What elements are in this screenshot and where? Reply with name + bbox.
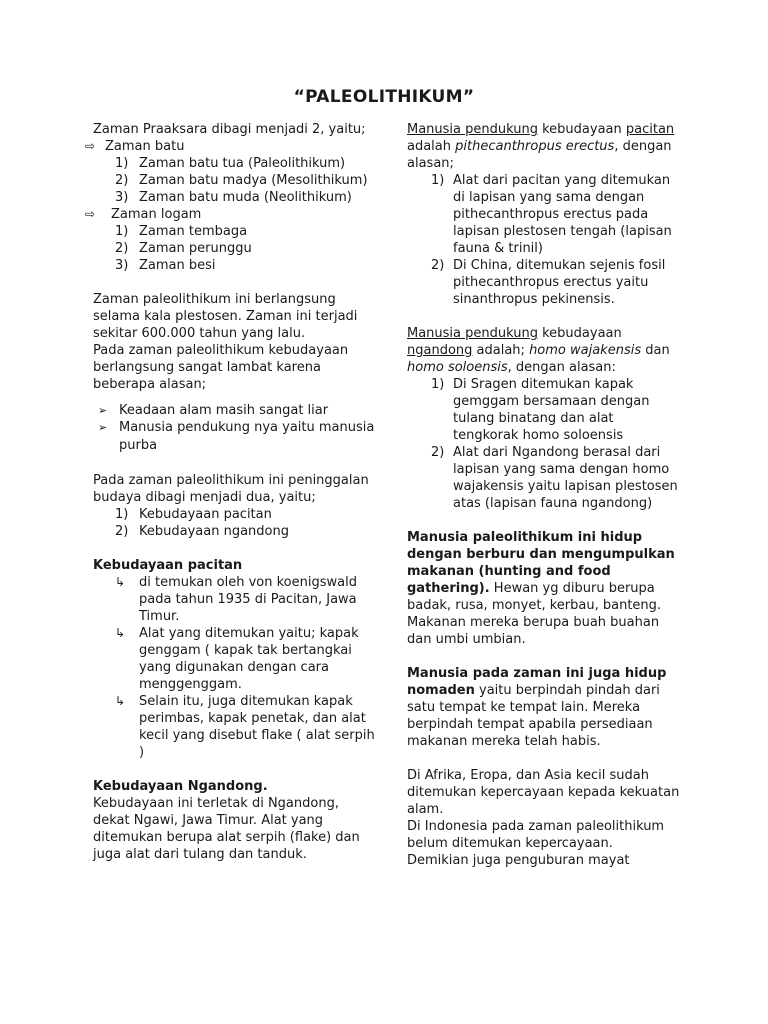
pacitan-reason-list: [407, 172, 682, 308]
zaman-logam-heading: ⇨ Zaman logam: [85, 207, 202, 222]
arrow-right-icon: ⇨: [85, 139, 96, 153]
paragraph: Manusia pendukung kebudayaan pacitan adalah pithecanthropus erectus, dengan alasan;: [407, 122, 675, 171]
list-item: ↳ di temukan oleh von koenigswald pada tahun 1935 di Pacitan, Jawa Timur.: [115, 575, 357, 624]
zaman-logam-list: [93, 223, 375, 274]
list-item: 1) Zaman tembaga: [115, 224, 248, 239]
list-item: 2) Di China, ditemukan sejenis fosil pithecanthropus erectus yaitu sinanthropus pekinensis.: [431, 258, 666, 307]
paragraph: Pada zaman paleolithikum kebudayaan berlangsung sangat lambat karena beberapa alasan;: [93, 343, 349, 392]
arrowhead-bullet-icon: ➢: [98, 421, 108, 434]
paragraph: Kebudayaan ini terletak di Ngandong, dekat Ngawi, Jawa Timur. Alat yang ditemukan berupa alat serpih (flake) dan juga alat dari tulang dan tanduk.: [93, 796, 360, 862]
arrow-right-icon: ⇨: [85, 207, 96, 221]
paragraph: Pada zaman paleolithikum ini peninggalan budaya dibagi menjadi dua, yaitu;: [93, 473, 369, 505]
section-heading: Kebudayaan pacitan: [93, 558, 243, 573]
page-title: “PALEOLITHIKUM”: [293, 87, 475, 107]
hook-arrow-icon: ↳: [115, 626, 126, 640]
budaya-list: [93, 506, 375, 540]
list-item: ➢ Keadaan alam masih sangat liar: [98, 403, 329, 418]
hook-arrow-icon: ↳: [115, 694, 126, 708]
paragraph: Manusia pendukung kebudayaan ngandong adalah; homo wajakensis dan homo soloensis, dengan alasan:: [407, 326, 670, 375]
paragraph: Demikian juga penguburan mayat: [407, 853, 630, 868]
intro-text: Zaman Praaksara dibagi menjadi 2, yaitu;: [93, 122, 366, 137]
list-item: 3) Zaman batu muda (Neolithikum): [115, 190, 352, 205]
paragraph: Zaman paleolithikum ini berlangsung selama kala plestosen. Zaman ini terjadi sekitar 600.000 tahun yang lalu.: [93, 292, 358, 341]
list-item: 2) Zaman batu madya (Mesolithikum): [115, 173, 368, 188]
list-item: 2) Kebudayaan ngandong: [115, 524, 289, 539]
list-item: 1) Alat dari pacitan yang ditemukan di lapisan yang sama dengan pithecanthropus erectus pada lapisan plestosen tengah (lapisan fauna & trinil): [431, 173, 672, 256]
list-item: 2) Alat dari Ngandong berasal dari lapisan yang sama dengan homo wajakensis yaitu lapisan plestosen atas (lapisan fauna ngandong): [431, 445, 678, 511]
paragraph: Manusia pada zaman ini juga hidup nomaden yaitu berpindah pindah dari satu tempat ke tempat lain. Mereka berpindah tempat apabila persediaan makanan mereka telah habis.: [407, 666, 667, 749]
right-column: [407, 121, 682, 869]
list-item: ➢ Manusia pendukung nya yaitu manusia purba: [98, 420, 375, 453]
paragraph: Di Indonesia pada zaman paleolithikum belum ditemukan kepercayaan.: [407, 819, 665, 851]
hook-arrow-icon: ↳: [115, 575, 126, 589]
paragraph: Manusia paleolithikum ini hidup dengan berburu dan mengumpulkan makanan (hunting and food gathering). Hewan yg diburu berupa badak, rusa, monyet, kerbau, banteng. Makanan mereka berupa buah buahan dan umbi umbian.: [407, 530, 675, 647]
list-item: 3) Zaman besi: [115, 258, 216, 273]
section-heading: Kebudayaan Ngandong.: [93, 779, 268, 794]
ngandong-reason-list: [407, 376, 682, 512]
zaman-batu-list: [93, 155, 375, 206]
list-item: ↳ Alat yang ditemukan yaitu; kapak genggam ( kapak tak bertangkai yang digunakan dengan cara menggenggam.: [115, 626, 359, 692]
list-item: ↳ Selain itu, juga ditemukan kapak perimbas, kapak penetak, dan alat kecil yang disebut flake ( alat serpih ): [115, 694, 375, 760]
list-item: 2) Zaman perunggu: [115, 241, 252, 256]
list-item: 1) Zaman batu tua (Paleolithikum): [115, 156, 346, 171]
paragraph: Di Afrika, Eropa, dan Asia kecil sudah ditemukan kepercayaan kepada kekuatan alam.: [407, 768, 680, 817]
list-item: 1) Di Sragen ditemukan kapak gemggam bersamaan dengan tulang binatang dan alat tengkorak homo soloensis: [431, 377, 650, 443]
list-item: 1) Kebudayaan pacitan: [115, 507, 272, 522]
left-column: [85, 121, 375, 863]
zaman-batu-heading: ⇨ Zaman batu: [85, 139, 185, 154]
arrowhead-bullet-icon: ➢: [98, 404, 108, 417]
